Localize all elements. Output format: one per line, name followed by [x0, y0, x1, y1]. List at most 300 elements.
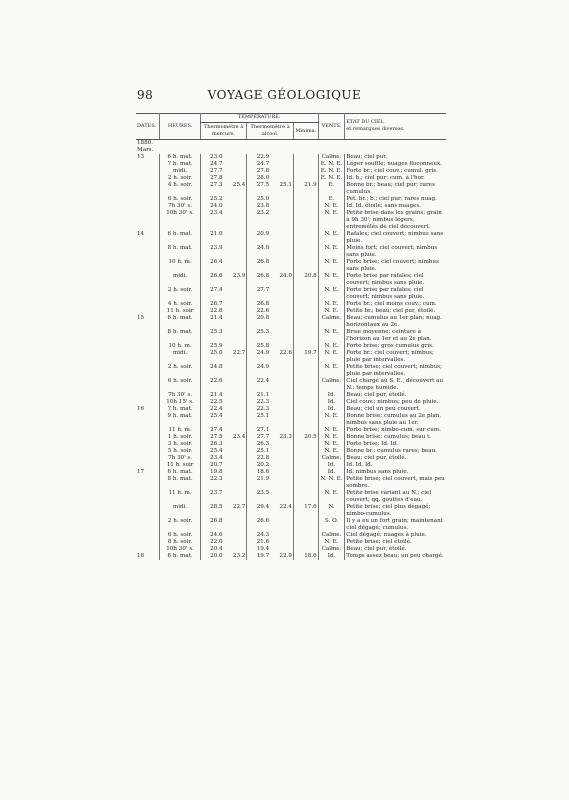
row-date: [136, 490, 160, 504]
table-row: [136, 553, 446, 560]
row-date: [136, 413, 160, 427]
thermo-mercure-value: 23.0: [200, 154, 223, 161]
thermo-alcool-value: 21.6: [247, 539, 270, 546]
thermo-mercure-average: [224, 196, 247, 203]
thermo-mercure-value: 27.7: [200, 168, 223, 175]
thermo-mercure-average: [224, 427, 247, 434]
row-heure: 9 h. mat.: [160, 413, 200, 427]
sky-remarks: Ciel dégagé; nuages à pluie.: [345, 532, 446, 539]
minima-value: [293, 399, 318, 406]
thermo-mercure-value: 21.0: [200, 231, 223, 245]
row-date: [136, 441, 160, 448]
thermo-mercure-average: [224, 259, 247, 273]
table-row: [136, 175, 446, 182]
wind-value: E. N. E.: [318, 168, 345, 175]
wind-value: E. N. E.: [318, 161, 345, 168]
sky-remarks: Il y a eu un fort grain; maintenant ciel dégagé; cumulus.: [345, 518, 446, 532]
row-heure: 10h 30' s.: [160, 210, 200, 231]
thermo-alcool-average: [270, 259, 293, 273]
row-heure: 8 h. mat.: [160, 245, 200, 259]
wind-value: Calme.: [318, 532, 345, 539]
wind-value: N. E.: [318, 539, 345, 546]
thermo-alcool-average: [270, 455, 293, 462]
minima-value: [293, 364, 318, 378]
thermo-alcool-value: 21.1: [247, 392, 270, 399]
minima-value: [293, 462, 318, 469]
table-row: [136, 168, 446, 175]
thermo-mercure-value: 24.6: [200, 532, 223, 539]
thermo-alcool-value: 20.9: [247, 231, 270, 245]
row-date: [136, 308, 160, 315]
wind-value: E. N. E.: [318, 175, 345, 182]
thermo-mercure-average: 23.2: [232, 553, 246, 559]
thermo-mercure-value: 25.4: [200, 448, 223, 455]
thermo-mercure-average: [224, 301, 247, 308]
thermo-alcool-value: 27.1: [247, 427, 270, 434]
thermo-mercure-value: 27.5: [200, 434, 223, 441]
thermo-alcool-value: 20.2: [247, 462, 270, 469]
wind-value: Calme.: [318, 546, 345, 553]
thermo-mercure-average: [224, 287, 247, 301]
table-row: [136, 378, 446, 392]
thermo-alcool-value: 22.9: [247, 154, 270, 161]
row-date: [136, 182, 160, 196]
wind-value: N. E.: [318, 490, 345, 504]
row-heure: 7 h. mat.: [160, 161, 200, 168]
sky-remarks: Id. Id. étoilé; sans nuages.: [345, 203, 446, 210]
thermo-alcool-value: 24.3: [247, 532, 270, 539]
thermo-mercure-value: 28.5: [200, 504, 223, 518]
table-row: [136, 231, 446, 245]
minima-value: [293, 329, 318, 343]
wind-value: N. N. E.: [318, 476, 345, 490]
row-date: 18: [137, 553, 145, 559]
minima-value: [293, 427, 318, 434]
table-row: [136, 546, 446, 553]
wind-value: N. E.: [318, 441, 345, 448]
wind-value: N. E.: [318, 308, 345, 315]
table-row: [136, 413, 446, 427]
row-heure: 1 h. soir.: [160, 434, 200, 441]
sky-remarks: Id. b.; ciel pur; cum. à l'hor.: [345, 175, 446, 182]
minima-value: [293, 539, 318, 546]
minima-value: [293, 455, 318, 462]
thermo-mercure-average: [224, 154, 247, 161]
sky-remarks: Forte brise; gros cumulus gris.: [345, 343, 446, 350]
wind-value: Id.: [318, 406, 345, 413]
minima-value: [293, 378, 318, 392]
wind-value: Id.: [318, 469, 345, 476]
sky-remarks: Beau; ciel pur, étoilé.: [345, 392, 446, 399]
thermo-mercure-average: [224, 364, 247, 378]
thermo-mercure-average: [224, 406, 247, 413]
row-date: [136, 364, 160, 378]
row-heure: midi.: [160, 350, 200, 364]
thermo-mercure-average: [224, 455, 247, 462]
table-row: [136, 301, 446, 308]
row-heure: 6 h. mat.: [160, 154, 200, 161]
row-heure: 6 h. mat.: [160, 231, 200, 245]
table-row: [136, 161, 446, 168]
row-heure: midi.: [160, 504, 200, 518]
row-heure: 11 h. m.: [160, 427, 200, 434]
row-date: [136, 161, 160, 168]
thermo-mercure-value: 26.4: [200, 259, 223, 273]
col-etat-sub: et remarques diverses.: [346, 126, 405, 132]
row-heure: midi.: [160, 273, 200, 287]
col-dates: DATES.: [136, 113, 160, 140]
row-date: [136, 245, 160, 259]
table-row: [136, 329, 446, 343]
minima-value: [293, 315, 318, 329]
thermo-alcool-average: 25.1: [279, 182, 292, 188]
sky-remarks: Petite br.; beau; ciel pur, étoilé.: [345, 308, 446, 315]
thermo-alcool-value: 24.9: [247, 350, 270, 364]
thermo-alcool-value: 20.8: [247, 315, 270, 329]
thermo-mercure-average: [224, 532, 247, 539]
thermo-alcool-average: [270, 364, 293, 378]
thermo-mercure-value: 25.4: [200, 413, 223, 427]
thermo-alcool-value: 22.8: [247, 455, 270, 462]
weather-table: [136, 113, 446, 560]
wind-value: Calme.: [318, 378, 345, 392]
thermo-mercure-value: 20.7: [200, 462, 223, 469]
thermo-alcool-value: 22.3: [247, 406, 270, 413]
thermo-alcool-average: [270, 203, 293, 210]
col-etat-title: ÉTAT DU CIEL: [346, 119, 384, 125]
thermo-alcool-value: 22.3: [247, 399, 270, 406]
thermo-mercure-average: [224, 175, 247, 182]
thermo-alcool-average: [270, 378, 293, 392]
year-label: 1880.: [137, 140, 154, 146]
row-date: [136, 378, 160, 392]
sky-remarks: Ciel couv.; nimbus; peu de pluie.: [345, 399, 446, 406]
thermo-alcool-average: 22.4: [279, 504, 292, 510]
table-row: [136, 350, 446, 364]
thermo-alcool-average: [270, 210, 293, 231]
wind-value: N. E.: [318, 287, 345, 301]
thermo-mercure-value: 26.8: [200, 518, 223, 532]
table-row: [136, 287, 446, 301]
minima-value: [293, 469, 318, 476]
thermo-alcool-value: 29.4: [247, 504, 270, 518]
thermo-alcool-average: [270, 427, 293, 434]
row-date: [136, 476, 160, 490]
thermo-mercure-value: 22.4: [200, 406, 223, 413]
sky-remarks: Bonne br.; beau; ciel pur; rares cumulus.: [345, 182, 446, 196]
thermo-alcool-value: 26.8: [247, 301, 270, 308]
table-row: [136, 518, 446, 532]
table-row: [136, 476, 446, 490]
table-row: [136, 210, 446, 231]
wind-value: S. O.: [318, 518, 345, 532]
row-heure: 4 h. soir.: [160, 301, 200, 308]
row-date: [136, 210, 160, 231]
sky-remarks: Bonne brise; cumulus; beau t.: [345, 434, 446, 441]
thermo-alcool-average: [270, 532, 293, 539]
thermo-alcool-value: 26.8: [247, 273, 270, 287]
row-date: [136, 350, 160, 364]
col-minima: Minima.: [293, 123, 318, 140]
minima-value: [293, 259, 318, 273]
row-heure: 6 h. mat.: [160, 553, 200, 560]
thermo-alcool-average: [270, 343, 293, 350]
table-row: [136, 455, 446, 462]
thermo-mercure-average: [224, 210, 247, 231]
row-date: [136, 168, 160, 175]
thermo-alcool-value: 25.8: [247, 343, 270, 350]
table-row: [136, 448, 446, 455]
table-row: [136, 441, 446, 448]
wind-value: N. E.: [318, 364, 345, 378]
wind-value: Calme.: [318, 154, 345, 161]
thermo-alcool-average: [270, 448, 293, 455]
thermo-alcool-value: 24.9: [247, 364, 270, 378]
table-row: [136, 504, 446, 518]
thermo-mercure-average: 23.9: [232, 273, 246, 279]
row-heure: 3 h. soir.: [160, 441, 200, 448]
row-heure: 7 h. mat.: [160, 406, 200, 413]
sky-remarks: Léger souffle; nuages floconneux.: [345, 161, 446, 168]
minima-value: 17.6: [293, 504, 318, 518]
thermo-mercure-average: [224, 161, 247, 168]
table-row: [136, 343, 446, 350]
thermo-alcool-value: 23.2: [247, 210, 270, 231]
thermo-alcool-average: 22.6: [279, 350, 292, 356]
sky-remarks: Id. nimbus sans pluie.: [345, 469, 446, 476]
minima-value: [293, 287, 318, 301]
thermo-alcool-value: 19.7: [247, 553, 270, 560]
sky-remarks: Beau; cumulus au 1er plan; nuag. horizontaux au 2e.: [345, 315, 446, 329]
row-date: 16: [137, 406, 145, 412]
wind-value: Calme.: [318, 315, 345, 329]
wind-value: Id.: [318, 392, 345, 399]
thermo-mercure-average: [224, 469, 247, 476]
thermo-alcool-average: [270, 196, 293, 203]
row-date: 17: [137, 469, 145, 475]
minima-value: [293, 441, 318, 448]
thermo-alcool-value: 23.8: [247, 203, 270, 210]
row-heure: 2 h. soir.: [160, 518, 200, 532]
row-date: [136, 175, 160, 182]
sky-remarks: Forte brise; nimbo-cum. sur cum.: [345, 427, 446, 434]
thermo-mercure-value: 22.8: [200, 308, 223, 315]
thermo-mercure-value: 23.9: [200, 245, 223, 259]
thermo-mercure-average: [224, 231, 247, 245]
minima-value: 20.8: [293, 273, 318, 287]
thermo-mercure-average: [224, 462, 247, 469]
row-heure: 10 h. m.: [160, 259, 200, 273]
wind-value: N.: [318, 504, 345, 518]
row-heure: 4 h. soir.: [160, 182, 200, 196]
thermo-alcool-value: 24.7: [247, 161, 270, 168]
row-date: [136, 518, 160, 532]
thermo-alcool-average: 23.3: [279, 434, 292, 440]
thermo-alcool-value: 25.1: [247, 448, 270, 455]
minima-value: [293, 154, 318, 161]
thermo-mercure-average: [224, 539, 247, 546]
sky-remarks: Forte brise par rafales; ciel couvert; nimbus sans pluie.: [345, 273, 446, 287]
row-date: 15: [137, 315, 145, 321]
table-row: [136, 399, 446, 406]
sky-remarks: Forte brise; Id. Id.: [345, 441, 446, 448]
row-date: [136, 287, 160, 301]
thermo-mercure-average: [224, 329, 247, 343]
minima-value: [293, 532, 318, 539]
sky-remarks: Ciel chargé au S. E., découvert au N.; temps humide.: [345, 378, 446, 392]
table-row: [136, 364, 446, 378]
wind-value: N. E.: [318, 343, 345, 350]
row-date: [136, 196, 160, 203]
row-date: [136, 329, 160, 343]
thermo-mercure-average: [224, 476, 247, 490]
thermo-mercure-value: 22.6: [200, 378, 223, 392]
row-heure: 10 h. m.: [160, 343, 200, 350]
table-row: [136, 308, 446, 315]
thermo-mercure-value: 22.0: [200, 539, 223, 546]
minima-value: [293, 406, 318, 413]
thermo-mercure-value: 21.4: [200, 392, 223, 399]
thermo-alcool-average: 24.0: [279, 273, 292, 279]
thermo-mercure-average: [224, 490, 247, 504]
thermo-mercure-average: [224, 203, 247, 210]
thermo-mercure-value: 25.3: [200, 329, 223, 343]
row-heure: 8 h. mat.: [160, 329, 200, 343]
wind-value: N. E.: [318, 434, 345, 441]
wind-value: E.: [318, 182, 345, 196]
sky-remarks: Bonne br.; cumulus rares; beau.: [345, 448, 446, 455]
row-heure: 7h 30' s.: [160, 203, 200, 210]
thermo-alcool-average: [270, 546, 293, 553]
row-date: [136, 462, 160, 469]
thermo-alcool-average: [270, 476, 293, 490]
thermo-alcool-average: [270, 406, 293, 413]
wind-value: N. E.: [318, 245, 345, 259]
thermo-mercure-value: 20.0: [200, 553, 223, 560]
thermo-alcool-average: [270, 469, 293, 476]
page-number: 98: [137, 88, 154, 102]
row-heure: 2 h. soir.: [160, 175, 200, 182]
minima-value: [293, 413, 318, 427]
wind-value: N. E.: [318, 231, 345, 245]
thermo-alcool-average: [270, 518, 293, 532]
sky-remarks: Beau; ciel pur, étoilé.: [345, 546, 446, 553]
sky-remarks: Moins fort; ciel couvert; nimbus sans pluie.: [345, 245, 446, 259]
thermo-mercure-value: 24.8: [200, 364, 223, 378]
thermo-alcool-value: 26.6: [247, 518, 270, 532]
sky-remarks: Beau; ciel pur, étoilé.: [345, 455, 446, 462]
minima-value: 20.5: [293, 434, 318, 441]
thermo-alcool-average: [270, 462, 293, 469]
table-row: [136, 469, 446, 476]
thermo-alcool-value: 27.7: [247, 287, 270, 301]
thermo-mercure-value: 23.7: [200, 490, 223, 504]
row-heure: 2 h. soir.: [160, 364, 200, 378]
row-date: [136, 448, 160, 455]
thermo-alcool-average: [270, 287, 293, 301]
sky-remarks: Brise moyenne; ceinture à l'horizon au 1er et au 2e plan.: [345, 329, 446, 343]
thermo-mercure-value: 25.2: [200, 196, 223, 203]
row-date: [136, 434, 160, 441]
col-heures: HEURES.: [160, 113, 200, 140]
sky-remarks: Forte br.; ciel moins couv.; cum.: [345, 301, 446, 308]
row-date: [136, 532, 160, 539]
thermo-mercure-average: [224, 245, 247, 259]
table-row: [136, 154, 446, 161]
thermo-alcool-value: 25.0: [247, 196, 270, 203]
thermo-alcool-value: 28.0: [247, 175, 270, 182]
wind-value: Id.: [318, 553, 345, 560]
thermo-alcool-value: 26.3: [247, 441, 270, 448]
minima-value: [293, 546, 318, 553]
thermo-mercure-average: [224, 441, 247, 448]
row-heure: 11 h. soir: [160, 462, 200, 469]
thermo-alcool-value: 26.8: [247, 259, 270, 273]
sky-remarks: Id. Id. Id.: [345, 462, 446, 469]
sky-remarks: Rafales; ciel couvert; nimbus sans pluie.: [345, 231, 446, 245]
thermo-mercure-average: [224, 378, 247, 392]
thermo-alcool-average: [270, 175, 293, 182]
table-row: [136, 490, 446, 504]
sky-remarks: Temps assez beau; un peu chargé.: [345, 553, 446, 560]
minima-value: [293, 175, 318, 182]
row-heure: midi.: [160, 168, 200, 175]
wind-value: Id.: [318, 462, 345, 469]
row-heure: 10h 15' s.: [160, 399, 200, 406]
thermo-alcool-average: [270, 315, 293, 329]
table-row: [136, 315, 446, 329]
minima-value: [293, 203, 318, 210]
thermo-mercure-average: [224, 308, 247, 315]
thermo-mercure-value: 23.4: [200, 455, 223, 462]
thermo-alcool-average: [270, 539, 293, 546]
wind-value: N. E.: [318, 427, 345, 434]
row-date: [136, 546, 160, 553]
sky-remarks: Forte brise; ciel couvert; nimbus sans pluie.: [345, 259, 446, 273]
sky-remarks: Forte br.; ciel couvert; nimbus; pluie par intervalles.: [345, 350, 446, 364]
thermo-mercure-value: 26.6: [200, 273, 223, 287]
thermo-alcool-average: [270, 161, 293, 168]
thermo-alcool-average: [270, 329, 293, 343]
wind-value: N. E.: [318, 259, 345, 273]
table-row: [136, 392, 446, 399]
thermo-alcool-value: 27.5: [247, 182, 270, 196]
minima-value: [293, 308, 318, 315]
thermo-alcool-average: [270, 301, 293, 308]
minima-value: [293, 476, 318, 490]
thermo-alcool-value: 21.9: [247, 476, 270, 490]
minima-value: [293, 231, 318, 245]
sky-remarks: Bonne brise; cumulus au 2e plan, nimbus sans pluie au 1er.: [345, 413, 446, 427]
thermo-alcool-average: 22.9: [279, 553, 292, 559]
wind-value: N. E.: [318, 413, 345, 427]
thermo-mercure-value: 22.5: [200, 399, 223, 406]
col-temperature: TEMPÉRATURE.: [200, 113, 318, 123]
thermo-mercure-value: 26.3: [200, 441, 223, 448]
thermo-mercure-value: 22.3: [200, 476, 223, 490]
sky-remarks: Petite brise; ciel plus dégagé; nimbo-cumulus.: [345, 504, 446, 518]
minima-value: 19.7: [293, 350, 318, 364]
sky-remarks: Petite brise variant au N.; ciel couvert; qq. gouttes d'eau.: [345, 490, 446, 504]
wind-value: N. E.: [318, 329, 345, 343]
thermo-alcool-average: [270, 399, 293, 406]
row-heure: 11 h. m.: [160, 490, 200, 504]
sky-remarks: Petite brise; ciel couvert, mais peu sombre.: [346, 476, 445, 489]
wind-value: N. E.: [318, 210, 345, 231]
thermo-mercure-value: 27.4: [200, 427, 223, 434]
table-row: [136, 273, 446, 287]
col-thermo-alcool: Thermomètre à alcool.: [247, 123, 294, 140]
